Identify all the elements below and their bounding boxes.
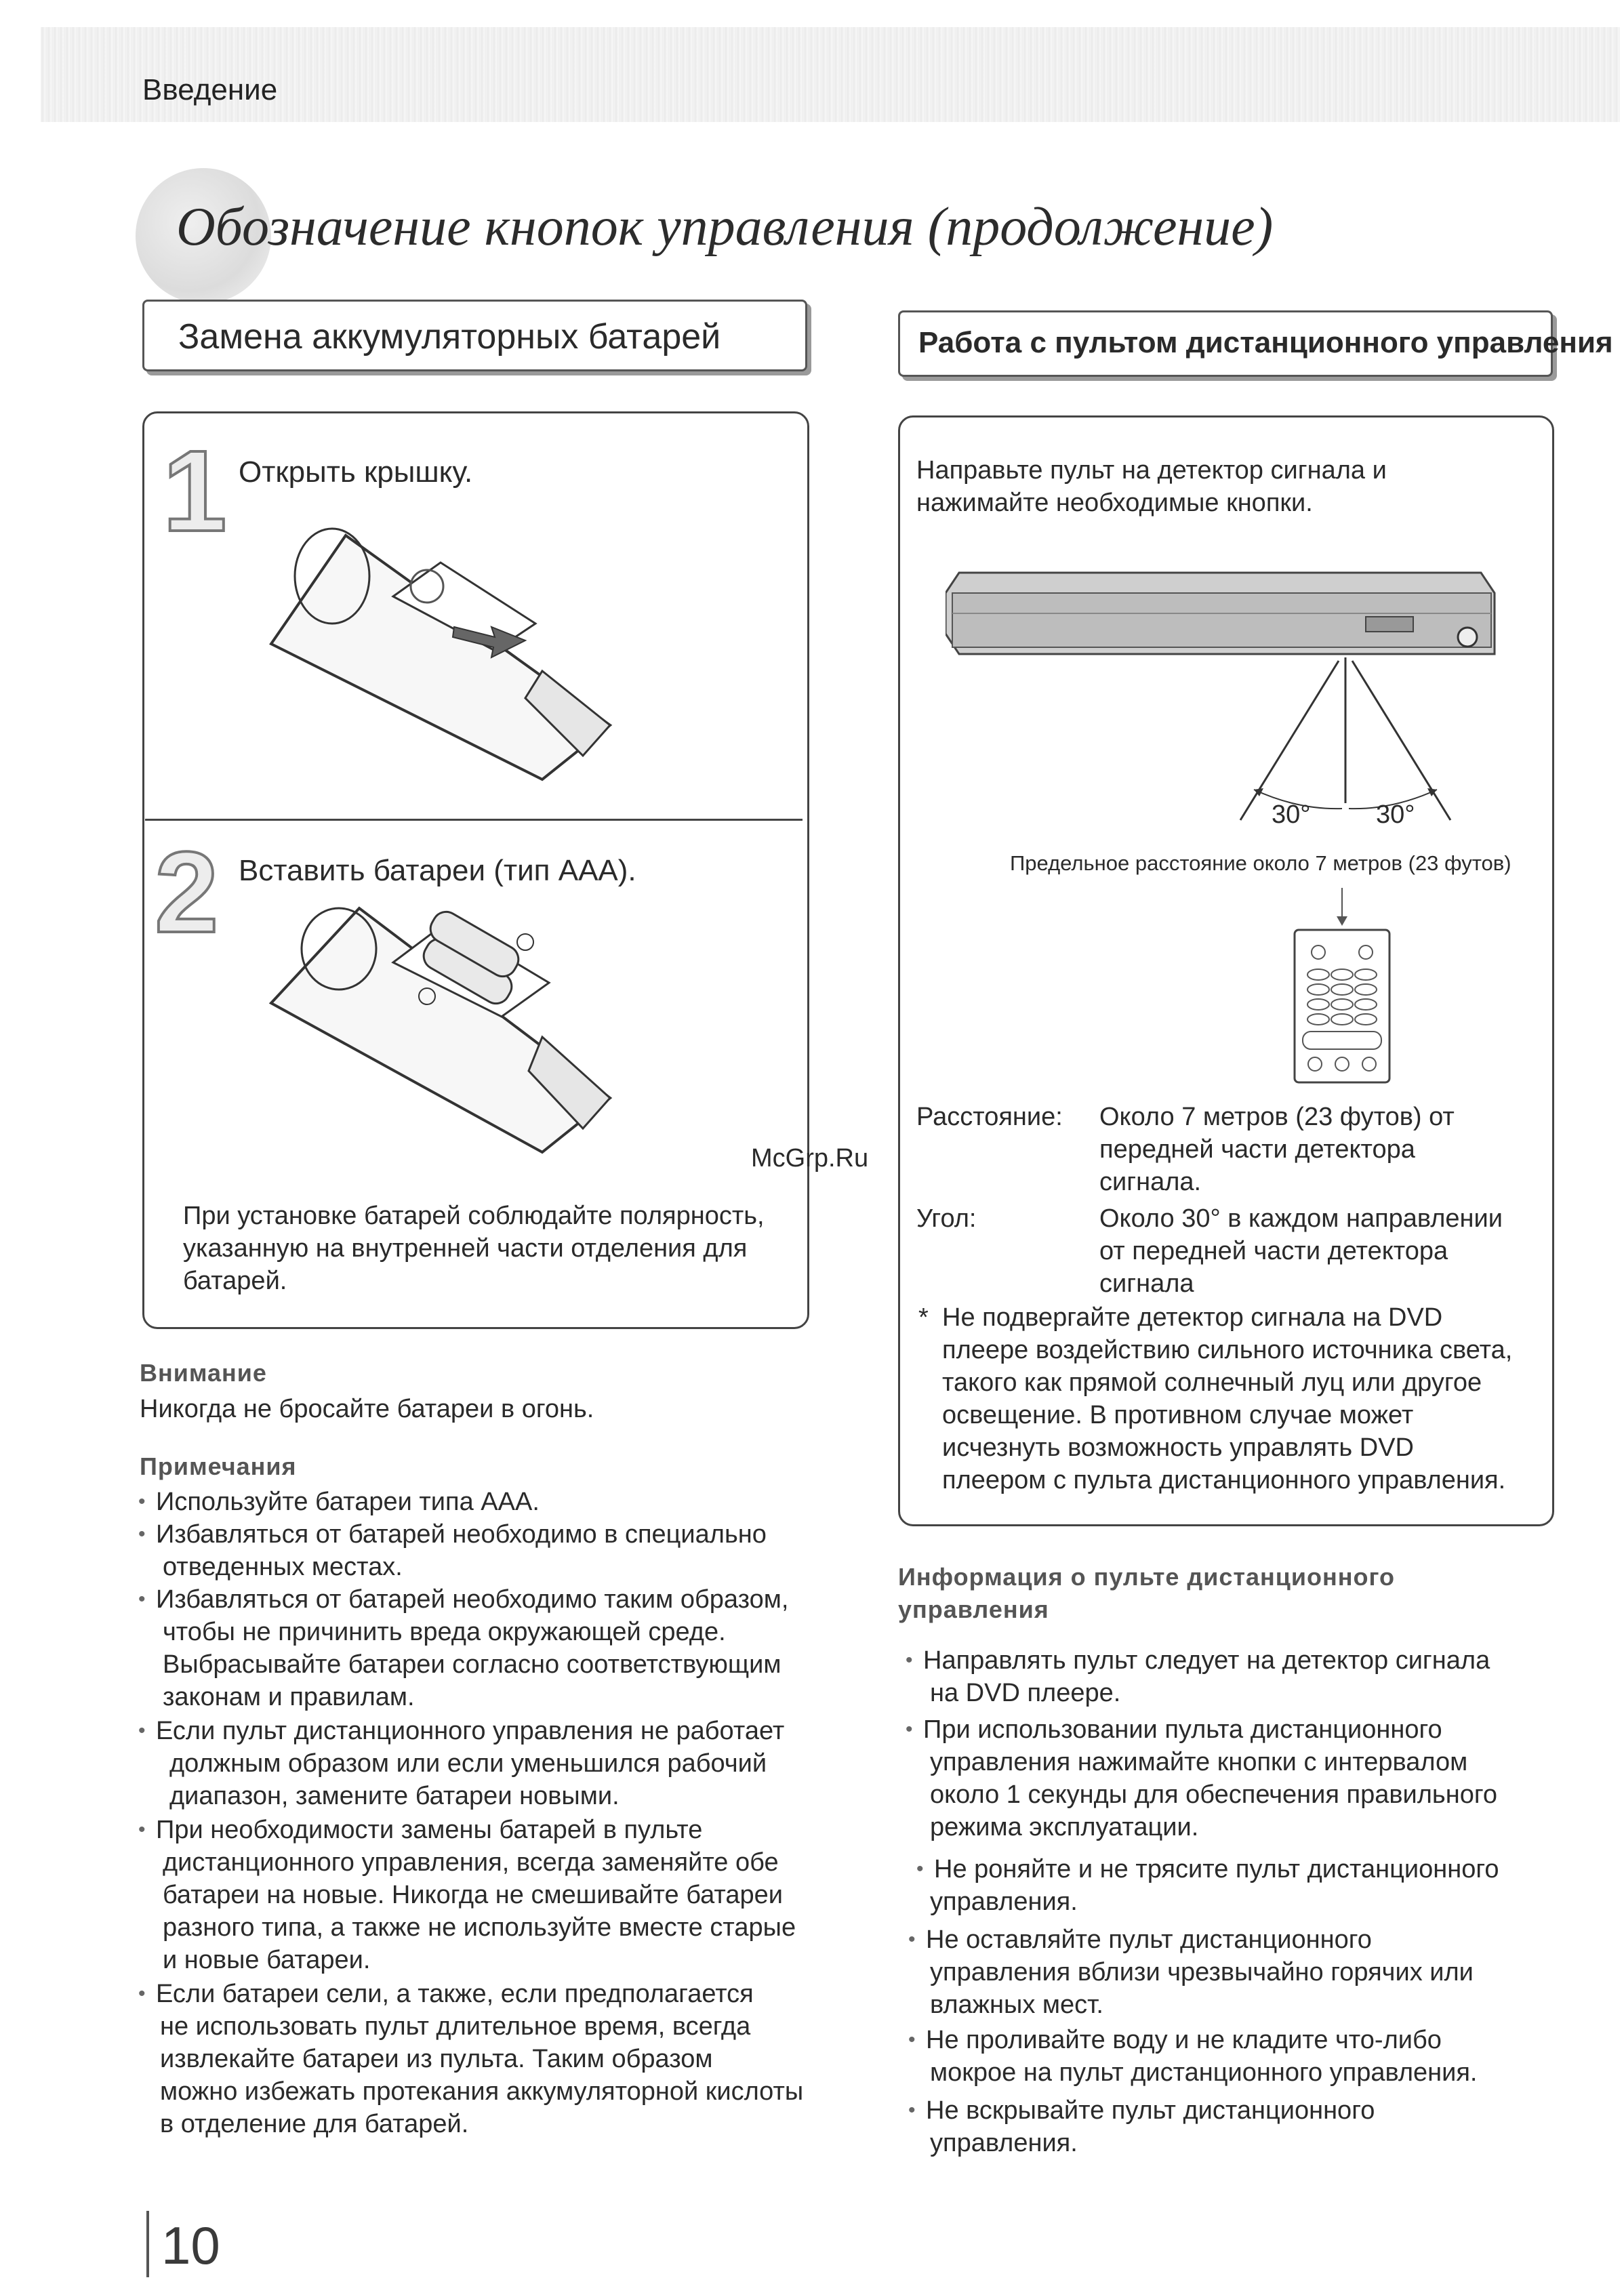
angle-value-line-1: Около 30° в каждом направлении — [1099, 1204, 1503, 1233]
info-item: • Направлять пульт следует на детектор сигнала — [906, 1646, 1490, 1675]
info-item: • Не проливайте воду и не кладите что-либо — [908, 2026, 1442, 2054]
note-item-cont: батареи на новые. Никогда не смешивайте батареи — [163, 1881, 784, 1909]
remote-open-cover-illustration — [258, 522, 637, 793]
note-item: • Избавляться от батарей необходимо таким образом, — [138, 1585, 789, 1614]
remote-control-illustration — [1288, 888, 1396, 1084]
page-number: 10 — [161, 2216, 220, 2275]
info-item-cont: около 1 секунды для обеспечения правильного — [930, 1780, 1498, 1809]
caution-line-6: плеером с пульта дистанционного управления. — [942, 1466, 1506, 1494]
polarity-note-line-1: При установке батарей соблюдайте полярность, — [183, 1202, 765, 1230]
warning-text: Никогда не бросайте батареи в огонь. — [140, 1395, 594, 1423]
page-number-bar — [146, 2211, 149, 2277]
note-item: • Используйте батареи типа ААА. — [138, 1488, 540, 1516]
angle-label: Угол: — [916, 1204, 977, 1233]
note-item-cont: должным образом или если уменьшился рабочий — [169, 1749, 767, 1778]
info-item-cont: управления вблизи чрезвычайно горячих или — [930, 1958, 1474, 1986]
note-item-cont: Выбрасывайте батареи согласно соответствующим — [163, 1650, 781, 1679]
info-item-cont: управления. — [930, 1888, 1078, 1916]
distance-label: Расстояние: — [916, 1103, 1063, 1131]
note-item: • Избавляться от батарей необходимо в специально — [138, 1520, 767, 1549]
polarity-note-line-3: батарей. — [183, 1267, 287, 1295]
info-item-cont: управления. — [930, 2129, 1078, 2157]
info-item-cont: управления нажимайте кнопки с интервалом — [930, 1748, 1468, 1776]
note-item-cont: законам и правилам. — [163, 1683, 415, 1711]
info-title-line-1: Информация о пульте дистанционного — [898, 1563, 1396, 1591]
warning-title: Внимание — [140, 1359, 267, 1387]
caution-line-2: плеере воздействию сильного источника света, — [942, 1336, 1513, 1364]
distance-value-line-2: передней части детектора — [1099, 1135, 1415, 1164]
distance-value-line-3: сигнала. — [1099, 1168, 1202, 1196]
note-item: • Если батареи сели, а также, если предполагается — [138, 1980, 754, 2008]
note-item-cont: чтобы не причинить вреда окружающей среде. — [163, 1618, 726, 1646]
note-item-cont: и новые батареи. — [163, 1946, 371, 1974]
step-1-text: Открыть крышку. — [239, 455, 473, 489]
angle-value-line-2: от передней части детектора — [1099, 1237, 1448, 1265]
info-item: • Не оставляйте пульт дистанционного — [908, 1926, 1372, 1954]
info-item: • Не роняйте и не трясите пульт дистанционного — [916, 1855, 1499, 1883]
info-item-cont: влажных мест. — [930, 1991, 1103, 2019]
section-label: Введение — [142, 73, 278, 106]
step-2-number: 2 — [155, 828, 219, 957]
info-item-cont: на DVD плеере. — [930, 1679, 1121, 1707]
note-item: • При необходимости замены батарей в пульте — [138, 1816, 703, 1844]
battery-heading: Замена аккумуляторных батарей — [142, 300, 807, 371]
note-item-cont: разного типа, а также не используйте вместе старые — [163, 1913, 796, 1942]
step-2-text: Вставить батареи (тип ААА). — [239, 854, 636, 887]
caution-asterisk: * — [918, 1303, 929, 1332]
note-item-cont: извлекайте батареи из пульта. Таким образом — [160, 2045, 713, 2073]
note-item-cont: можно избежать протекания аккумуляторной кислоты — [160, 2077, 804, 2106]
note-item-cont: не использовать пульт длительное время, всегда — [160, 2012, 751, 2041]
step-divider — [145, 819, 803, 821]
notes-title: Примечания — [140, 1452, 297, 1480]
intro-line-2: нажимайте необходимые кнопки. — [916, 489, 1313, 517]
note-item-cont: в отделение для батарей. — [160, 2110, 469, 2138]
caution-line-4: освещение. В противном случае может — [942, 1401, 1414, 1429]
info-item-cont: мокрое на пульт дистанционного управления. — [930, 2058, 1478, 2087]
info-title-line-2: управления — [898, 1595, 1049, 1623]
note-item-cont: отведенных местах. — [163, 1553, 403, 1581]
dvd-player-angle-diagram — [946, 552, 1501, 837]
page-title: Обозначение кнопок управления (продолжение) — [176, 197, 1274, 257]
info-item-cont: режима эксплуатации. — [930, 1813, 1199, 1841]
angle-label-left: 30° — [1272, 800, 1311, 829]
remote-heading: Работа с пультом дистанционного управления — [898, 310, 1553, 377]
step-1-number: 1 — [163, 427, 227, 556]
intro-line-1: Направьте пульт на детектор сигнала и — [916, 456, 1387, 485]
polarity-note-line-2: указанную на внутренней части отделения для — [183, 1234, 748, 1263]
caution-line-3: такого как прямой солнечный луц или другое — [942, 1368, 1482, 1397]
angle-label-right: 30° — [1376, 800, 1415, 829]
remote-insert-batteries-illustration — [258, 901, 637, 1166]
header-band — [41, 27, 1620, 122]
distance-value-line-1: Около 7 метров (23 футов) от — [1099, 1103, 1455, 1131]
watermark: McGrp.Ru — [751, 1144, 869, 1173]
info-item: • При использовании пульта дистанционного — [906, 1715, 1442, 1744]
range-caption: Предельное расстояние около 7 метров (23 футов) — [1010, 851, 1511, 875]
caution-line-1: Не подвергайте детектор сигнала на DVD — [942, 1303, 1443, 1332]
angle-value-line-3: сигнала — [1099, 1269, 1194, 1298]
note-item-cont: дистанционного управления, всегда заменяйте обе — [163, 1848, 779, 1877]
info-item: • Не вскрывайте пульт дистанционного — [908, 2096, 1375, 2125]
caution-line-5: исчезнуть возможность управлять DVD — [942, 1433, 1414, 1462]
note-item: • Если пульт дистанционного управления не работает — [138, 1717, 785, 1745]
note-item-cont: диапазон, замените батареи новыми. — [169, 1782, 620, 1810]
